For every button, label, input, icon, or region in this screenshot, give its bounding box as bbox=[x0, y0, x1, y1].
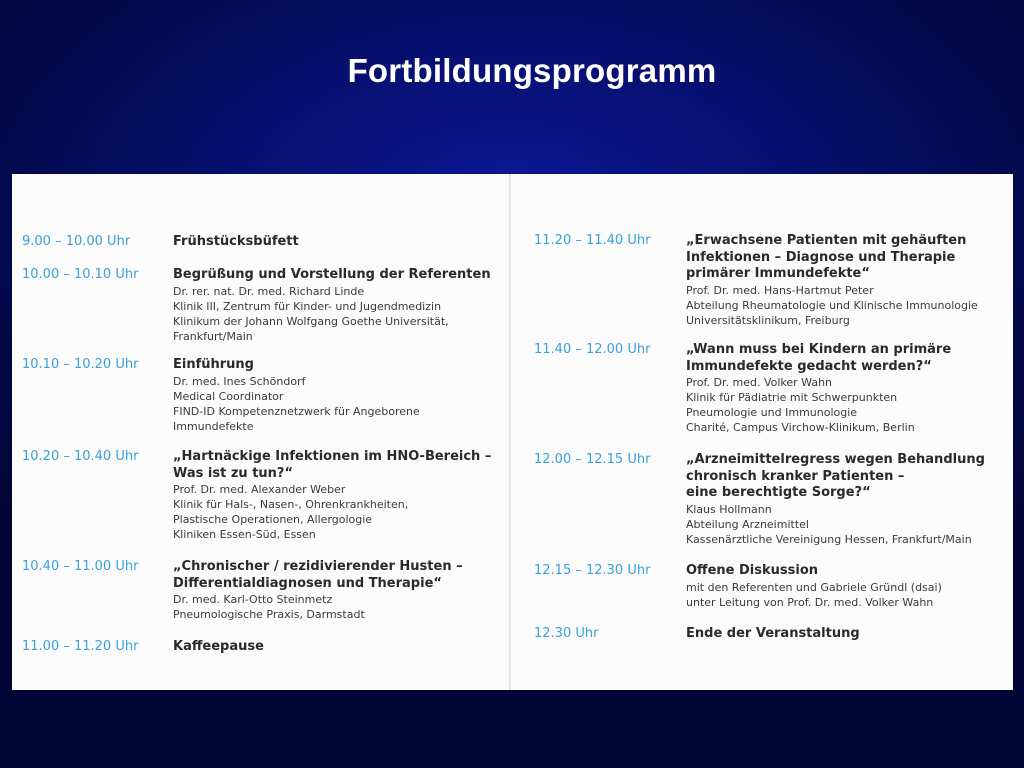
entry-detail: Dr. med. Ines Schöndorf bbox=[173, 374, 306, 388]
entry-detail: Charité, Campus Virchow-Klinikum, Berlin bbox=[686, 421, 915, 434]
entry-title: „Arzneimittelregress wegen Behandlung chronisch kranker Patienten – eine berechtigte Sorge?“ bbox=[686, 452, 985, 500]
entry-time: 12.15 – 12.30 Uhr bbox=[534, 563, 651, 578]
entry-detail: Kassenärztliche Vereinigung Hessen, Frankfurt/Main bbox=[686, 532, 972, 546]
entry-detail: Prof. Dr. med. Alexander Weber bbox=[173, 483, 346, 496]
entry-time: 11.40 – 12.00 Uhr bbox=[534, 342, 651, 357]
entry-time: 9.00 – 10.00 Uhr bbox=[22, 234, 131, 249]
entry-detail: Frankfurt/Main bbox=[173, 329, 253, 343]
entry-detail: Klinik für Hals-, Nasen-, Ohrenkrankheiten, bbox=[173, 498, 409, 511]
entry-time: 12.30 Uhr bbox=[534, 626, 599, 641]
page-fold bbox=[509, 174, 511, 690]
entry-detail: Klaus Hollmann bbox=[686, 502, 772, 516]
entry-detail: Kliniken Essen-Süd, Essen bbox=[173, 528, 316, 541]
entry-detail: Prof. Dr. med. Volker Wahn bbox=[686, 376, 833, 389]
entry-detail: unter Leitung von Prof. Dr. med. Volker Wahn bbox=[686, 595, 934, 609]
program-sheet bbox=[12, 174, 1013, 690]
entry-detail: Plastische Operationen, Allergologie bbox=[173, 513, 373, 526]
entry-detail: Medical Coordinator bbox=[173, 389, 284, 403]
entry-detail: Pneumologische Praxis, Darmstadt bbox=[173, 608, 365, 621]
entry-title: „Hartnäckige Infektionen im HNO-Bereich – Was ist zu tun?“ bbox=[173, 449, 492, 481]
entry-detail: Klinikum der Johann Wolfgang Goethe Universität, bbox=[173, 314, 449, 328]
entry-title: Begrüßung und Vorstellung der Referenten bbox=[173, 267, 491, 282]
entry-time: 11.00 – 11.20 Uhr bbox=[22, 639, 139, 654]
entry-detail: Abteilung Rheumatologie und Klinische Immunologie bbox=[686, 298, 978, 312]
slide-title: Fortbildungsprogramm bbox=[347, 52, 717, 89]
entry-title: Einführung bbox=[173, 357, 254, 372]
entry-title: Kaffeepause bbox=[173, 639, 264, 654]
entry-time: 11.20 – 11.40 Uhr bbox=[534, 233, 651, 248]
entry-title: „Chronischer / rezidivierender Husten – Differentialdiagnosen und Therapie“ bbox=[173, 559, 463, 591]
entry-title: „Wann muss bei Kindern an primäre Immundefekte gedacht werden?“ bbox=[686, 342, 952, 374]
entry-detail: Klinik III, Zentrum für Kinder- und Jugendmedizin bbox=[173, 299, 442, 313]
entry-title: Offene Diskussion bbox=[686, 563, 818, 578]
entry-time: 12.00 – 12.15 Uhr bbox=[534, 452, 651, 467]
entry-time: 10.10 – 10.20 Uhr bbox=[22, 357, 139, 372]
entry-time: 10.00 – 10.10 Uhr bbox=[22, 267, 139, 282]
entry-title: Ende der Veranstaltung bbox=[686, 626, 860, 641]
entry-time: 10.20 – 10.40 Uhr bbox=[22, 449, 139, 464]
entry-detail: Pneumologie und Immunologie bbox=[686, 406, 858, 419]
entry-detail: Prof. Dr. med. Hans-Hartmut Peter bbox=[686, 283, 874, 297]
entry-detail: FIND-ID Kompetenznetzwerk für Angeborene bbox=[173, 404, 420, 418]
entry-detail: Universitätsklinikum, Freiburg bbox=[686, 313, 850, 327]
entry-time: 10.40 – 11.00 Uhr bbox=[22, 559, 139, 574]
entry-detail: mit den Referenten und Gabriele Gründl (dsai) bbox=[686, 580, 942, 594]
entry-detail: Dr. med. Karl-Otto Steinmetz bbox=[173, 593, 333, 606]
entry-title: Frühstücksbüfett bbox=[173, 234, 299, 249]
entry-title: „Erwachsene Patienten mit gehäuften Infektionen – Diagnose und Therapie primärer Immundefekte“ bbox=[686, 233, 967, 281]
entry-detail: Klinik für Pädiatrie mit Schwerpunkten bbox=[686, 391, 898, 404]
entry-detail: Abteilung Arzneimittel bbox=[686, 517, 809, 531]
entry-detail: Immundefekte bbox=[173, 419, 254, 433]
entry-detail: Dr. rer. nat. Dr. med. Richard Linde bbox=[173, 284, 365, 298]
